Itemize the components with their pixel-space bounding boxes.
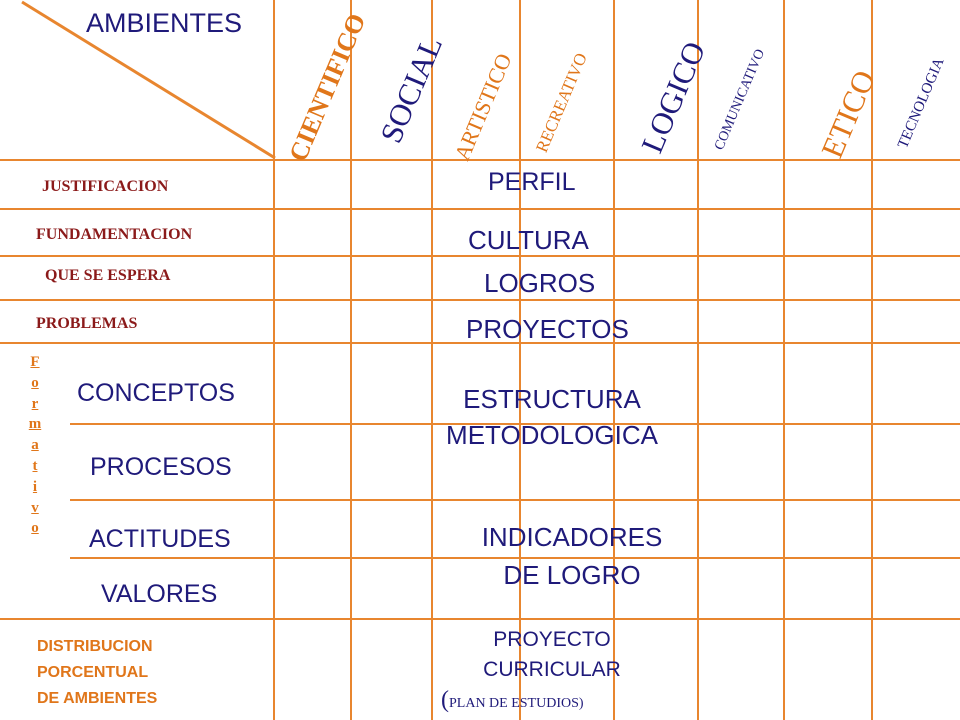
- center-estructura-line-2: METODOLOGICA: [446, 420, 658, 450]
- center-cultura: CULTURA: [468, 225, 589, 255]
- row-label-distribucion-line-3: DE AMBIENTES: [37, 690, 158, 707]
- vertical-letter: a: [31, 437, 39, 454]
- vertical-letter: o: [31, 374, 39, 391]
- row-label-distribucion-line-2: PORCENTUAL: [37, 664, 149, 681]
- plan-text: PLAN DE ESTUDIOS: [449, 696, 579, 711]
- column-header-tecnologia: TECNOLOGIA: [895, 55, 948, 151]
- vertical-letter: i: [32, 478, 38, 495]
- center-proyecto-curricular: [412, 625, 692, 685]
- row-label-problemas: PROBLEMAS: [36, 315, 138, 332]
- center-perfil: PERFIL: [488, 168, 576, 196]
- column-header-artistico: ARTISTICO: [449, 49, 517, 164]
- vertical-label-formativo: [28, 352, 42, 539]
- row-label-procesos: PROCESOS: [90, 453, 232, 481]
- column-header-etico: ETICO: [814, 65, 883, 163]
- column-header-cientifico: CIENTIFICO: [283, 9, 372, 166]
- row-label-que-se-espera: QUE SE ESPERA: [45, 267, 171, 284]
- plan-paren-open: (: [441, 687, 449, 713]
- center-estructura-line-1: ESTRUCTURA: [463, 384, 641, 414]
- vertical-letter: t: [32, 457, 38, 474]
- center-estructura-metodologica: [412, 381, 692, 453]
- row-label-conceptos: CONCEPTOS: [77, 379, 235, 407]
- column-header-logico: LOGICO: [634, 36, 713, 158]
- center-plan-de-estudios: [441, 688, 584, 712]
- center-proyectos: PROYECTOS: [466, 314, 629, 344]
- vertical-letter: m: [28, 416, 42, 433]
- row-label-fundamentacion: FUNDAMENTACION: [36, 226, 193, 243]
- corner-label-ambientes: AMBIENTES: [86, 8, 243, 38]
- row-label-distribucion: [37, 634, 157, 712]
- vertical-letter: r: [31, 395, 39, 412]
- center-proyecto-line-2: CURRICULAR: [483, 658, 621, 681]
- row-label-valores: VALORES: [101, 580, 218, 608]
- plan-paren-close: ): [578, 696, 584, 711]
- column-header-recreativo: RECREATIVO: [532, 50, 591, 156]
- vertical-letter: F: [30, 354, 40, 370]
- row-label-actitudes: ACTITUDES: [89, 525, 231, 553]
- center-indicadores-de-logro: [432, 518, 712, 594]
- column-header-comunicativo: COMUNICATIVO: [712, 47, 769, 153]
- center-logros: LOGROS: [484, 268, 596, 298]
- center-proyecto-line-1: PROYECTO: [493, 628, 611, 651]
- vertical-letter: v: [31, 499, 39, 516]
- center-indicadores-line-1: INDICADORES: [481, 522, 663, 552]
- column-header-social: SOCIAL: [373, 31, 450, 148]
- row-label-justificacion: JUSTIFICACION: [42, 178, 169, 195]
- center-indicadores-line-2: DE LOGRO: [503, 560, 641, 590]
- row-label-distribucion-line-1: DISTRIBUCION: [37, 638, 153, 655]
- vertical-letter: o: [31, 520, 39, 537]
